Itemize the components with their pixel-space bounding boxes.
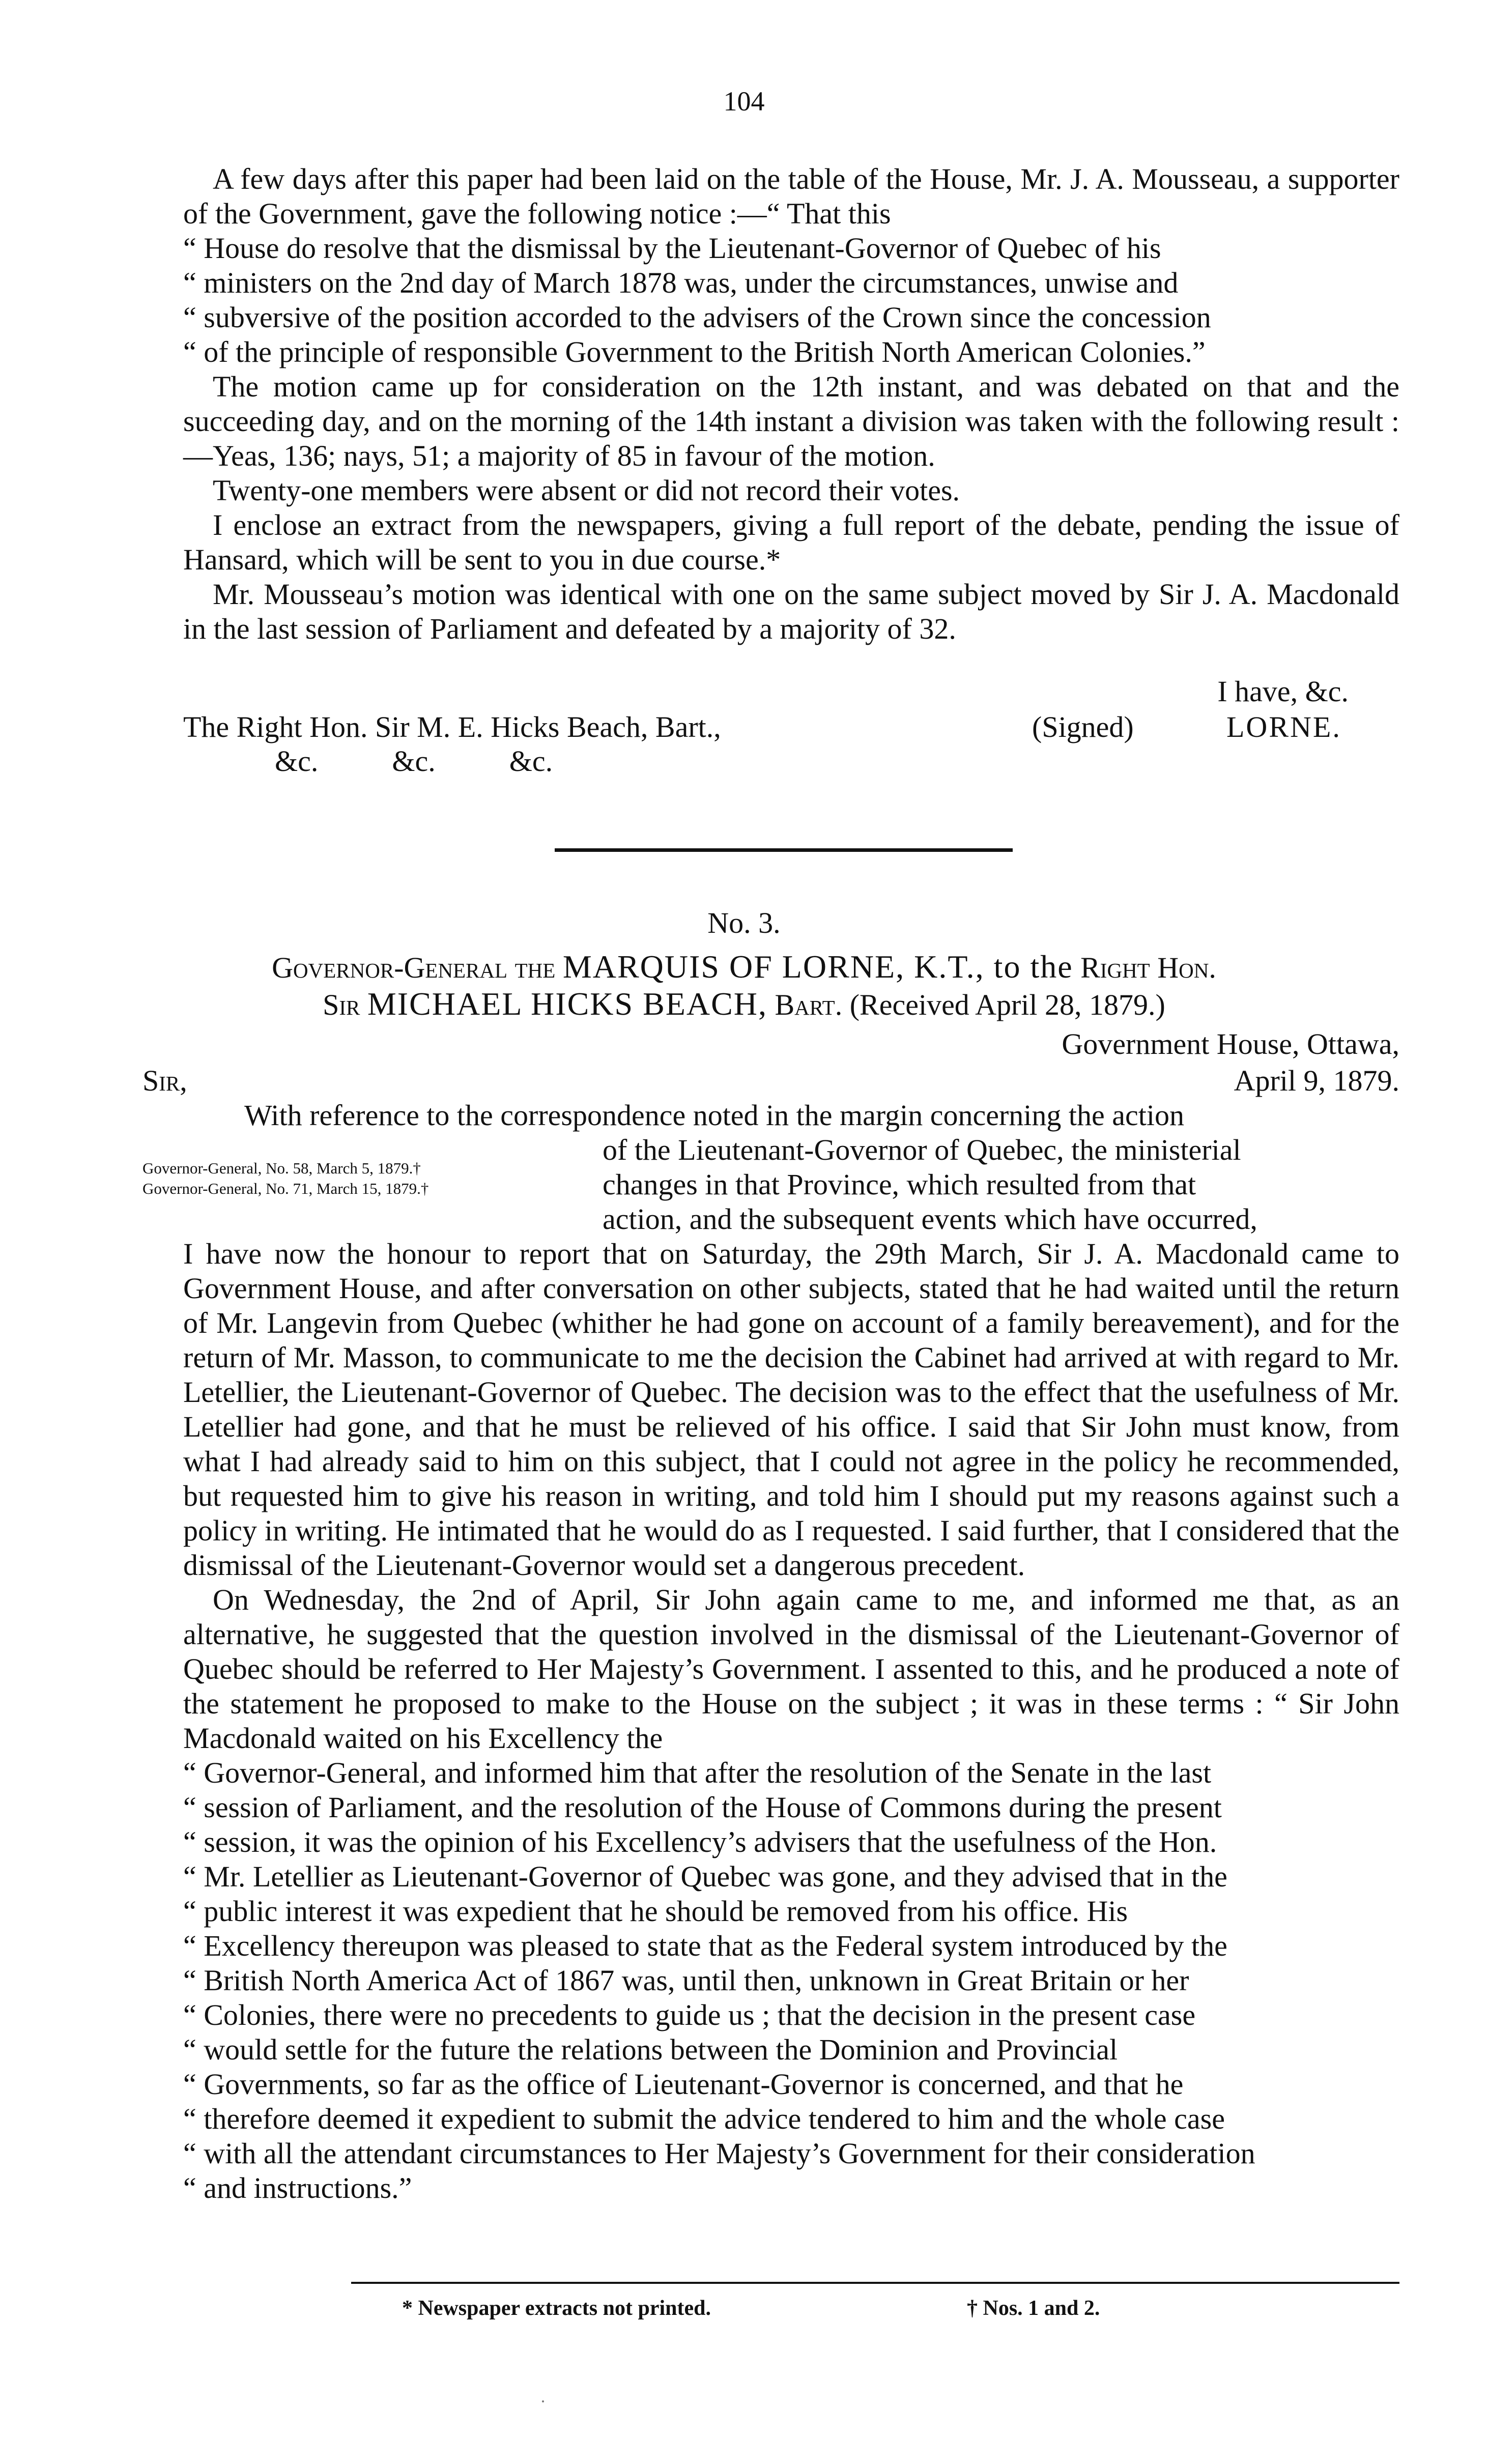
paragraph: On Wednesday, the 2nd of April, Sir John again came to me, and informed me that, as an alternative, he suggested that the question involved in the dismissal of the Lieutenant-Governor of Quebec should be referred to Her Majesty’s Government. I assented to this, and he produced a note of the statement he proposed to make to the House on the subject ; it was in these terms : “ Sir John Macdonald waited on his Excellency the <box>183 1583 1399 1755</box>
quote-line: “ and instructions.” <box>183 2171 412 2204</box>
paragraph: I enclose an extract from the newspapers, giving a full report of the debate, pending the issue of Hansard, which will be sent to you in due course.* <box>183 508 1399 576</box>
salutation: Sir, <box>142 1064 187 1097</box>
letter-place: Government House, Ottawa, <box>1062 1027 1399 1061</box>
footnote-rule <box>351 2282 1399 2284</box>
quote-line: “ public interest it was expedient that he should be removed from his office. His <box>183 1895 1128 1928</box>
heading-article: the <box>514 951 556 984</box>
paragraph: Twenty-one members were absent or did not record their votes. <box>213 474 960 507</box>
quote-line: “ session, it was the opinion of his Excellency’s advisers that the usefulness of the Hon. <box>183 1825 1217 1858</box>
margin-note-line: Governor-General, No. 58, March 5, 1879.† <box>142 1159 421 1177</box>
page-number: 104 <box>723 86 765 117</box>
heading-line-1 <box>0 948 1488 986</box>
margin-note <box>142 1158 580 1199</box>
quote-line: “ House do resolve that the dismissal by the Lieutenant-Governor of Quebec of his <box>183 232 1161 265</box>
section-1-body <box>183 162 1399 646</box>
document-number: No. 3. <box>707 906 781 939</box>
quote-line: “ of the principle of responsible Government to the British North American Colonies.” <box>183 335 1206 368</box>
heading-recipient-suffix: Bart. <box>775 988 843 1021</box>
quote-line: “ Governments, so far as the office of Lieutenant-Governor is concerned, and that he <box>183 2068 1184 2101</box>
margin-note-line: Governor-General, No. 71, March 15, 1879.† <box>142 1180 429 1197</box>
heading-line-2 <box>0 985 1488 1023</box>
quote-line: “ British North America Act of 1867 was, until then, unknown in Great Britain or her <box>183 1964 1189 1997</box>
heading-recipient: MICHAEL HICKS BEACH, <box>367 986 767 1022</box>
quote-line: “ Mr. Letellier as Lieutenant-Governor of Quebec was gone, and they advised that in the <box>183 1860 1227 1893</box>
opening-line: changes in that Province, which resulted from that <box>603 1168 1196 1201</box>
opening-line: action, and the subsequent events which have occurred, <box>603 1202 1257 1236</box>
quote-line: “ with all the attendant circumstances to Her Majesty’s Government for their consideration <box>183 2137 1255 2170</box>
quote-line: “ Excellency thereupon was pleased to state that as the Federal system introduced by the <box>183 1929 1227 1962</box>
etc-line: &c. &c. &c. <box>275 744 553 778</box>
footnote-dagger: † Nos. 1 and 2. <box>967 2297 1100 2320</box>
letter-date: April 9, 1879. <box>1234 1064 1399 1097</box>
signed-label: (Signed) <box>1032 710 1134 743</box>
quote-line: “ ministers on the 2nd day of March 1878 was, under the circumstances, unwise and <box>183 266 1179 299</box>
opening-wrapped-lines <box>603 1133 1399 1237</box>
paragraph: The motion came up for consideration on the 12th instant, and was debated on that and the succeeding day, and on the morning of the 14th instant a division was taken with the following result :—Yeas, 136; nays, 51; a majority of 85 in favour of the motion. <box>183 370 1399 472</box>
quote-line: “ subversive of the position accorded to the advisers of the Crown since the concession <box>183 301 1211 334</box>
heading-title: Governor-General <box>272 951 508 984</box>
paragraph: Mr. Mousseau’s motion was identical with one on the same subject moved by Sir J. A. Macdonald in the last session of Parliament and defeated by a majority of 32. <box>183 578 1399 645</box>
opening-line: of the Lieutenant-Governor of Quebec, the ministerial <box>603 1133 1241 1166</box>
footnote-asterisk: * Newspaper extracts not printed. <box>402 2297 711 2320</box>
heading-sender: MARQUIS OF LORNE, K.T., to the <box>562 949 1073 985</box>
quote-line: “ would settle for the future the relations between the Dominion and Provincial <box>183 2033 1118 2066</box>
heading-recipient-prefix: Sir <box>323 988 360 1021</box>
quote-line: “ session of Parliament, and the resolution of the House of Commons during the present <box>183 1791 1222 1824</box>
section-divider <box>555 848 1013 852</box>
opening-line: With reference to the correspondence noted in the margin concerning the action <box>244 1099 1184 1132</box>
quote-line: “ Colonies, there were no precedents to guide us ; that the decision in the present case <box>183 1998 1196 2031</box>
paragraph: A few days after this paper had been laid on the table of the House, Mr. J. A. Mousseau, a supporter of the Government, gave the following notice :—“ That this <box>183 162 1399 230</box>
quote-line: “ Governor-General, and informed him that after the resolution of the Senate in the last <box>183 1756 1212 1789</box>
received-date: (Received April 28, 1879.) <box>849 988 1165 1021</box>
signature: LORNE. <box>1226 710 1341 743</box>
paragraph: I have now the honour to report that on Saturday, the 29th March, Sir J. A. Macdonald came to Government House, and after conversation on other subjects, stated that he had waited until the return of Mr. Langevin from Quebec (whither he had gone on account of a family bereavement), and for the return of Mr. Masson, to communicate to me the decision the Cabinet had arrived at with regard to Mr. Letellier, the Lieutenant-Governor of Quebec. The decision was to the effect that the usefulness of Mr. Letellier had gone, and that he must be relieved of his office. I said that Sir John must know, from what I had already said to him on this subject, that I could not agree in the policy he recommended, but requested him to give his reason in writing, and told him I should put my reasons against such a policy in writing. He intimated that he would do as I requested. I said further, that I considered that the dismissal of the Lieutenant-Governor would set a dangerous precedent. <box>183 1237 1399 1582</box>
quote-line: “ therefore deemed it expedient to submit the advice tendered to him and the whole case <box>183 2102 1225 2135</box>
paper-speck <box>542 2400 544 2402</box>
closing: I have, &c. <box>1217 675 1349 708</box>
heading-recipient-title: Right Hon. <box>1080 951 1216 984</box>
section-2-body <box>183 1237 1399 2205</box>
opening-first-line <box>183 1098 1399 1133</box>
addressee: The Right Hon. Sir M. E. Hicks Beach, Bart., <box>183 710 721 743</box>
